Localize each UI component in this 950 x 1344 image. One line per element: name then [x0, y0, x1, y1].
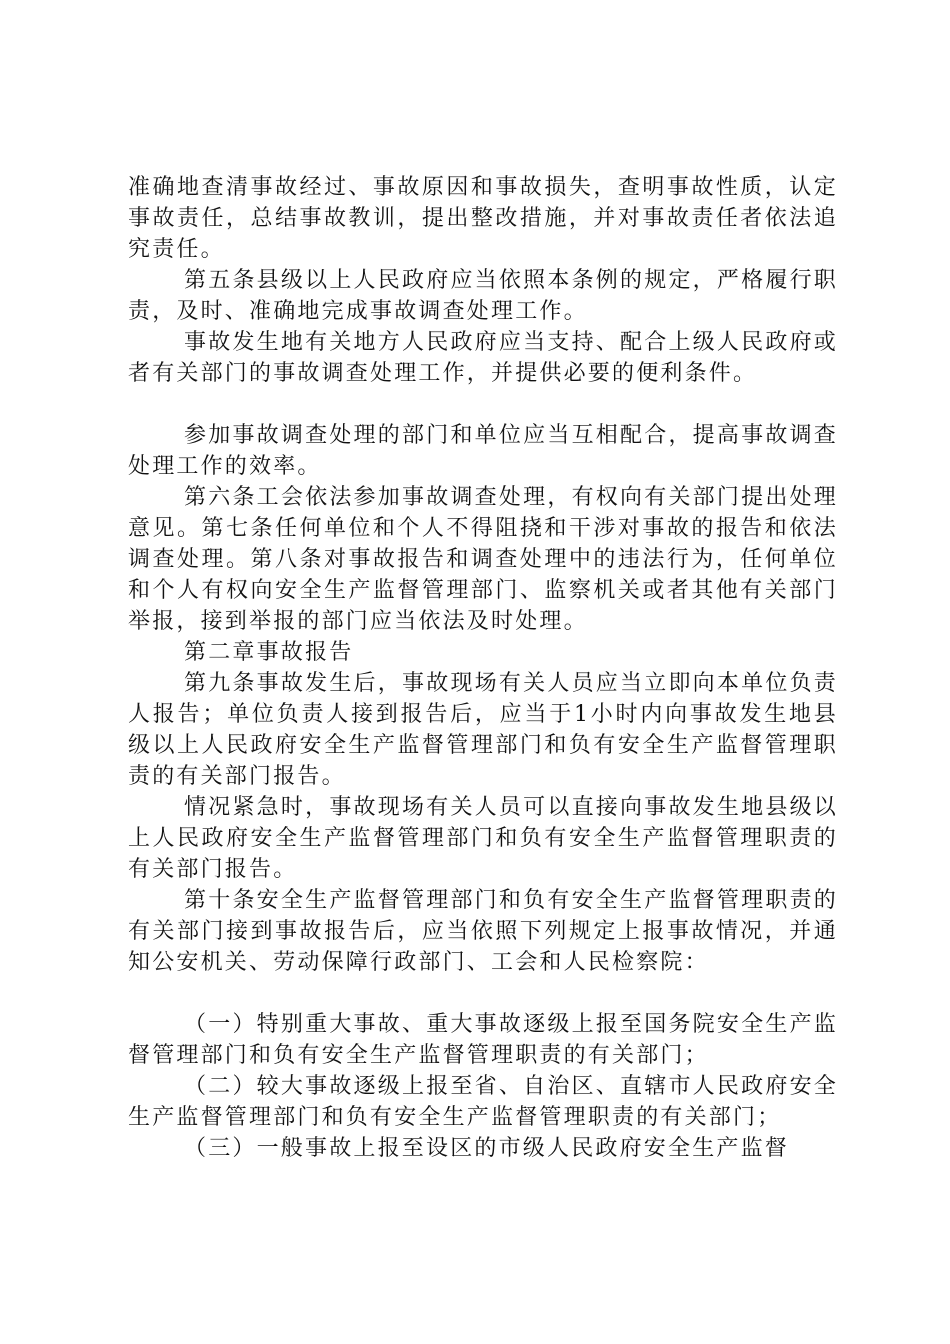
paragraph-1: 准确地查清事故经过、事故原因和事故损失，查明事故性质，认定事故责任，总结事故教训，提出整改措施，并对事故责任者依法追究责任。	[128, 175, 838, 262]
paragraph-emergency-reporting: 情况紧急时，事故现场有关人员可以直接向事故发生地县级以上人民政府安全生产监督管理部门和负有安全生产监督管理职责的有关部门报告。	[128, 795, 838, 882]
document-body	[128, 172, 838, 1164]
paragraph-local-government-support: 事故发生地有关地方人民政府应当支持、配合上级人民政府或者有关部门的事故调查处理工作，并提供必要的便利条件。	[128, 330, 838, 386]
list-item-2: （二）较大事故逐级上报至省、自治区、直辖市人民政府安全生产监督管理部门和负有安全生产监督管理职责的有关部门；	[128, 1074, 838, 1130]
paragraph-article-9: 第九条事故发生后，事故现场有关人员应当立即向本单位负责人报告；单位负责人接到报告后，应当于1小时内向事故发生地县级以上人民政府安全生产监督管理部门和负有安全生产监督管理职责的有关部门报告。	[128, 671, 838, 789]
paragraph-articles-6-to-8: 第六条工会依法参加事故调查处理，有权向有关部门提出处理意见。第七条任何单位和个人不得阻挠和干涉对事故的报告和依法调查处理。第八条对事故报告和调查处理中的违法行为，任何单位和个人有权向安全生产监督管理部门、监察机关或者其他有关部门举报，接到举报的部门应当依法及时处理。	[128, 485, 838, 634]
list-item-3: （三）一般事故上报至设区的市级人民政府安全生产监督	[184, 1136, 790, 1161]
paragraph-department-cooperation: 参加事故调查处理的部门和单位应当互相配合，提高事故调查处理工作的效率。	[128, 423, 838, 479]
paragraph-article-5: 第五条县级以上人民政府应当依照本条例的规定，严格履行职责，及时、准确地完成事故调查处理工作。	[128, 268, 838, 324]
paragraph-article-10: 第十条安全生产监督管理部门和负有安全生产监督管理职责的有关部门接到事故报告后，应当依照下列规定上报事故情况，并通知公安机关、劳动保障行政部门、工会和人民检察院：	[128, 888, 838, 975]
chapter-heading: 第二章事故报告	[184, 640, 354, 665]
list-item-1: （一）特别重大事故、重大事故逐级上报至国务院安全生产监督管理部门和负有安全生产监督管理职责的有关部门；	[128, 1012, 838, 1068]
